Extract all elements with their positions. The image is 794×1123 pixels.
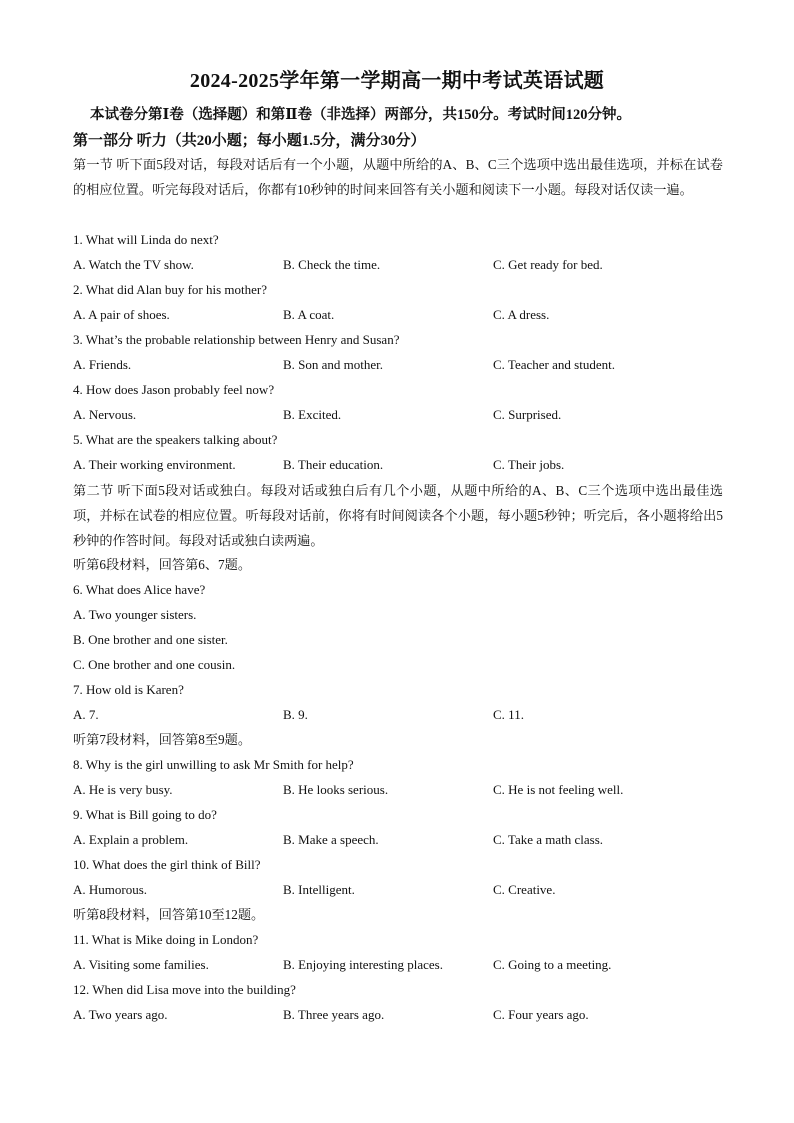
question-8-options (73, 780, 723, 800)
option-b: B. Their education. (283, 457, 384, 472)
option-b: B. Excited. (283, 407, 342, 422)
question-4-options (73, 405, 723, 425)
question-10-options (73, 880, 723, 900)
question-7: 7. How old is Karen? (73, 682, 184, 697)
option-b: B. He looks serious. (283, 782, 389, 797)
option-c: C. Their jobs. (493, 457, 565, 472)
option-a: A. Nervous. (73, 407, 137, 422)
question-2: 2. What did Alan buy for his mother? (73, 282, 268, 297)
option-b: B. 9. (283, 707, 308, 722)
option-b: B. Check the time. (283, 257, 381, 272)
option-a: A. Friends. (73, 357, 132, 372)
option-c: C. Surprised. (493, 407, 562, 422)
question-9-options (73, 830, 723, 850)
question-11: 11. What is Mike doing in London? (73, 932, 259, 947)
section-one-instructions: 第一节 听下面5段对话，每段对话后有一个小题，从题中所给的A、B、C三个选项中选出最佳选项，并标在试卷的相应位置。听完每段对话后，你都有10秒钟的时间来回答有关小题和阅读下一小题。每段对话仅读一遍。 (73, 157, 723, 197)
question-6-option-b: B. One brother and one sister. (73, 632, 228, 647)
section-two-instructions: 第二节 听下面5段对话或独白。每段对话或独白后有几个小题，从题中所给的A、B、C三个选项中选出最佳选项，并标在试卷的相应位置。听每段对话前，你将有时间阅读各个小题，每小题5秒钟；听完后，各小题将给出5秒钟的作答时间。每段对话或独白读两遍。 (73, 483, 723, 548)
option-c: C. Four years ago. (493, 1007, 589, 1022)
option-b: B. Son and mother. (283, 357, 384, 372)
option-b: B. A coat. (283, 307, 335, 322)
question-3-options (73, 355, 723, 375)
question-5-options (73, 455, 723, 475)
option-c: C. Get ready for bed. (493, 257, 603, 272)
material-7-note: 听第7段材料，回答第8至9题。 (73, 732, 252, 747)
option-a: A. 7. (73, 707, 99, 722)
option-b: B. Three years ago. (283, 1007, 385, 1022)
question-1-options (73, 255, 723, 275)
option-c: C. 11. (493, 707, 524, 722)
option-a: A. Explain a problem. (73, 832, 189, 847)
question-10: 10. What does the girl think of Bill? (73, 857, 261, 872)
question-6: 6. What does Alice have? (73, 582, 206, 597)
question-12: 12. When did Lisa move into the building? (73, 982, 296, 997)
option-a: A. Humorous. (73, 882, 148, 897)
option-b: B. Intelligent. (283, 882, 355, 897)
part-one-heading: 第一部分 听力（共20小题；每小题1.5分，满分30分） (73, 133, 426, 149)
option-a: A. Watch the TV show. (73, 257, 194, 272)
question-3: 3. What’s the probable relationship between Henry and Susan? (73, 332, 400, 347)
material-8-note: 听第8段材料，回答第10至12题。 (73, 907, 265, 922)
option-b: B. Enjoying interesting places. (283, 957, 443, 972)
option-b: B. Make a speech. (283, 832, 379, 847)
option-c: C. Creative. (493, 882, 556, 897)
option-a: A. Two years ago. (73, 1007, 168, 1022)
question-5: 5. What are the speakers talking about? (73, 432, 278, 447)
option-c: C. Take a math class. (493, 832, 604, 847)
option-c: C. Going to a meeting. (493, 957, 612, 972)
exam-intro: 本试卷分第Ⅰ卷（选择题）和第Ⅱ卷（非选择）两部分，共150分。考试时间120分钟。 (90, 107, 631, 123)
option-c: C. He is not feeling well. (493, 782, 624, 797)
question-9: 9. What is Bill going to do? (73, 807, 217, 822)
question-6-option-a: A. Two younger sisters. (73, 607, 197, 622)
option-a: A. Visiting some families. (73, 957, 209, 972)
question-6-option-c: C. One brother and one cousin. (73, 657, 236, 672)
question-4: 4. How does Jason probably feel now? (73, 382, 275, 397)
option-c: C. A dress. (493, 307, 550, 322)
question-12-options (73, 1005, 723, 1025)
question-2-options (73, 305, 723, 325)
question-1: 1. What will Linda do next? (73, 232, 219, 247)
question-8: 8. Why is the girl unwilling to ask Mr Smith for help? (73, 757, 354, 772)
option-c: C. Teacher and student. (493, 357, 615, 372)
question-7-options (73, 705, 723, 725)
question-11-options (73, 955, 723, 975)
exam-title: 2024-2025学年第一学期高一期中考试英语试题 (189, 70, 605, 92)
material-6-note: 听第6段材料，回答第6、7题。 (73, 557, 252, 572)
option-a: A. A pair of shoes. (73, 307, 170, 322)
option-a: A. He is very busy. (73, 782, 173, 797)
option-a: A. Their working environment. (73, 457, 236, 472)
